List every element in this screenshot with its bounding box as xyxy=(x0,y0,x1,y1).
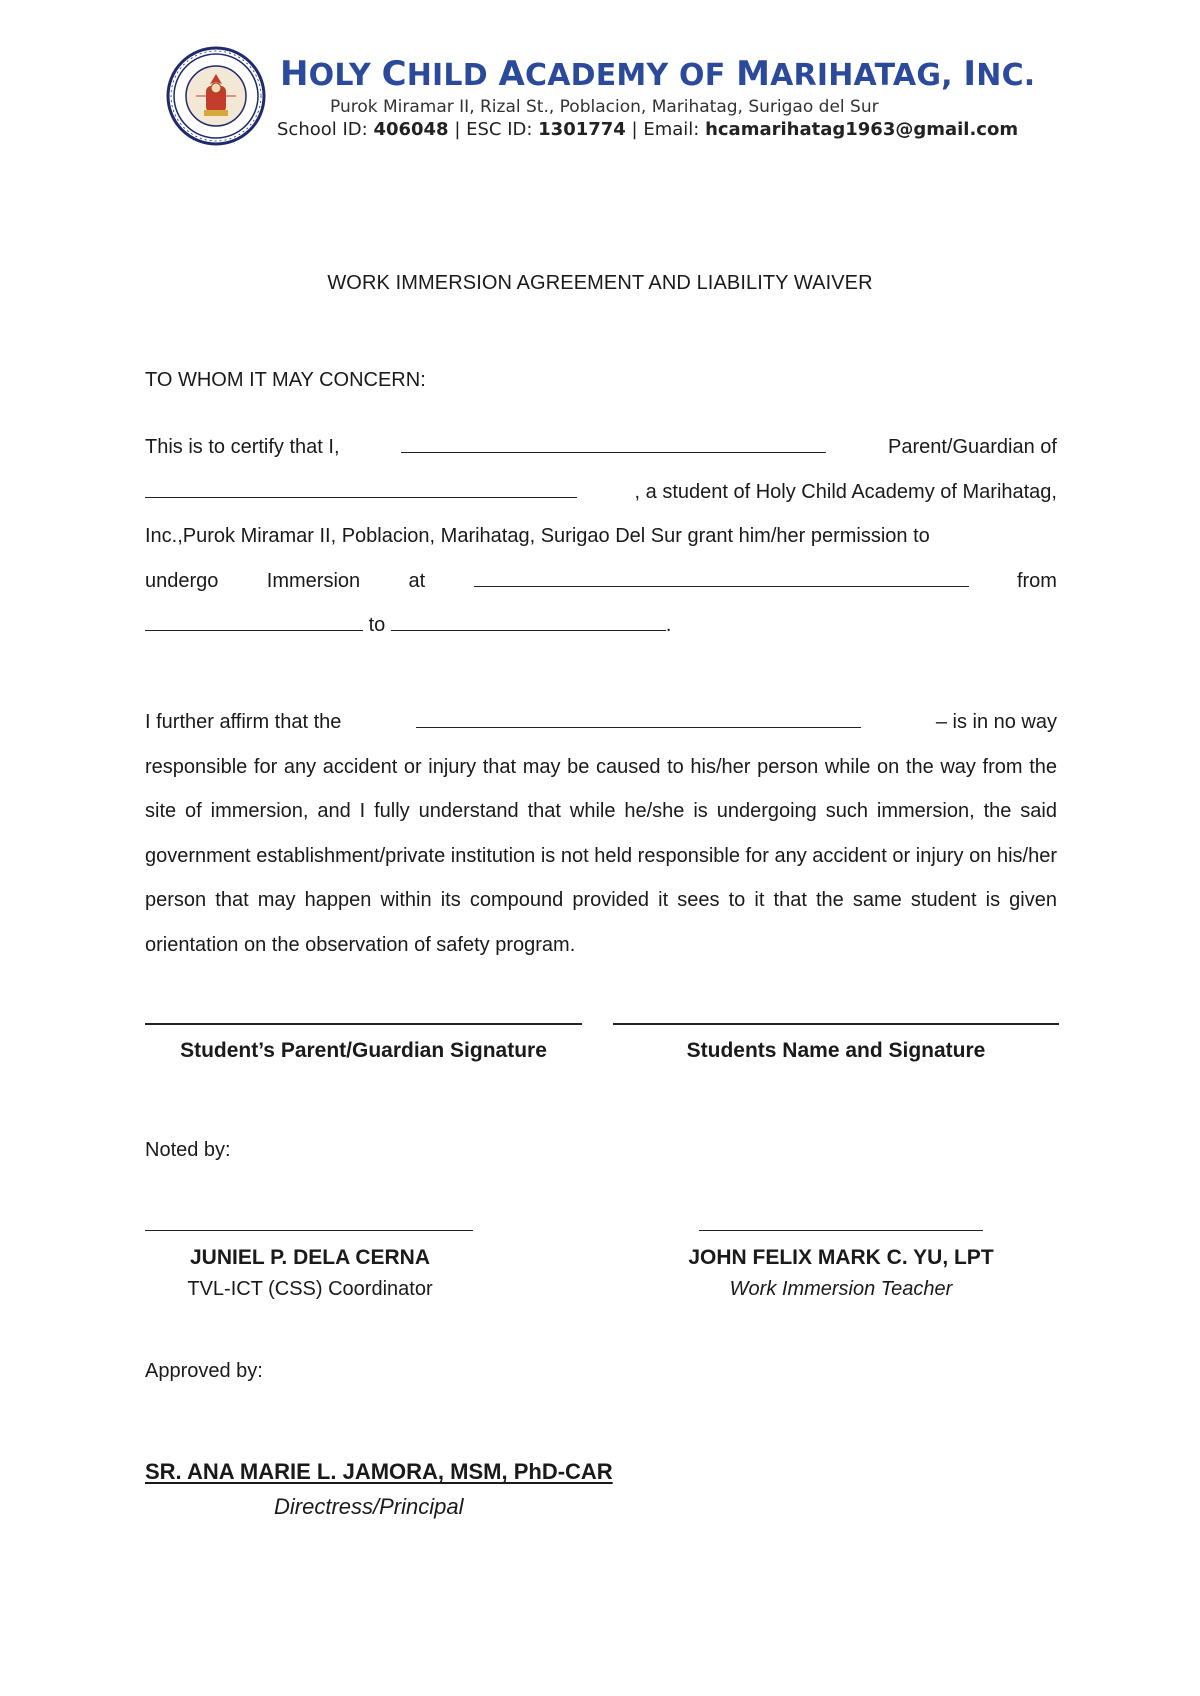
institution-blank[interactable] xyxy=(416,709,861,728)
principal-name: SR. ANA MARIE L. JAMORA, MSM, PhD-CAR xyxy=(145,1459,613,1484)
school-id-value: 406048 xyxy=(373,119,449,140)
paragraph-text: Inc.,Purok Miramar II, Poblacion, Marihatag, Surigao Del Sur grant him/her permission to xyxy=(145,525,930,547)
document-title: WORK IMMERSION AGREEMENT AND LIABILITY WAIVER xyxy=(327,272,873,294)
student-signature-label: Students Name and Signature xyxy=(686,1039,986,1062)
coordinator-signature-line[interactable] xyxy=(145,1230,473,1231)
start-date-blank[interactable] xyxy=(145,612,363,631)
coordinator-title: TVL-ICT (CSS) Coordinator xyxy=(187,1278,433,1300)
coordinator-name: JUNIEL P. DELA CERNA xyxy=(190,1246,430,1269)
school-address: Purok Miramar II, Rizal St., Poblacion, Marihatag, Surigao del Sur xyxy=(330,97,879,117)
school-name-part: H xyxy=(280,54,309,94)
school-id-label: School ID: xyxy=(277,119,374,140)
end-date-blank[interactable] xyxy=(391,612,666,631)
school-seal-icon xyxy=(166,46,266,146)
paragraph-text: , a student of Holy Child Academy of Marihatag, xyxy=(634,480,1057,503)
paragraph-text: from xyxy=(1016,569,1057,592)
paragraph-line xyxy=(145,603,1057,648)
waiver-paragraph xyxy=(145,700,1057,967)
immersion-site-blank[interactable] xyxy=(474,568,969,587)
parent-name-blank[interactable] xyxy=(401,434,826,453)
paragraph-text: – is in no way xyxy=(935,711,1057,733)
noted-by-label: Noted by: xyxy=(145,1139,231,1161)
paragraph-text: undergo xyxy=(145,569,219,592)
school-name xyxy=(280,54,1035,94)
school-name-part: A xyxy=(498,54,525,94)
school-name-part: I xyxy=(963,54,977,94)
paragraph-text: I further affirm that the xyxy=(145,711,342,733)
student-signature-line[interactable] xyxy=(613,1023,1059,1025)
paragraph-text: This is to certify that I, xyxy=(145,436,340,458)
paragraph-text: Parent/Guardian of xyxy=(887,436,1057,458)
parent-signature-line[interactable] xyxy=(145,1023,582,1025)
email-value: hcamarihatag1963@gmail.com xyxy=(705,119,1019,140)
paragraph-text: Immersion xyxy=(266,569,361,592)
teacher-signature-line[interactable] xyxy=(699,1230,983,1231)
school-name-part: CADEMY OF xyxy=(524,58,737,93)
school-name-part: ARIHATAG, xyxy=(770,58,964,93)
email-label: | Email: xyxy=(625,119,706,140)
teacher-name: JOHN FELIX MARK C. YU, LPT xyxy=(688,1246,994,1269)
paragraph-text: at xyxy=(408,569,426,592)
paragraph-text: to xyxy=(368,614,386,636)
salutation: TO WHOM IT MAY CONCERN: xyxy=(145,369,426,391)
school-name-part: HILD xyxy=(406,58,499,93)
teacher-title: Work Immersion Teacher xyxy=(729,1278,953,1300)
paragraph-line xyxy=(145,559,1057,604)
paragraph-text: responsible for any accident or injury that may be caused to his/her person while on the way from the site of immersion, and I fully understand that while he/she is undergoing such immersion, the said government establishment/private institution is not held responsible for any accident or injury on his/her person that may happen within its compound provided it sees to it that the same student is given orientation on the observation of safety program. xyxy=(145,755,1057,956)
school-ids xyxy=(277,119,1018,140)
principal-title: Directress/Principal xyxy=(274,1494,464,1519)
paragraph-line xyxy=(145,425,1057,470)
esc-id-value: 1301774 xyxy=(538,119,626,140)
school-name-part: M xyxy=(736,54,771,94)
approved-by-label: Approved by: xyxy=(145,1360,263,1382)
paragraph-line xyxy=(145,700,1057,745)
student-name-blank[interactable] xyxy=(145,479,577,498)
paragraph-text: . xyxy=(665,614,672,636)
parent-signature-label: Student’s Parent/Guardian Signature xyxy=(180,1039,547,1062)
esc-id-label: | ESC ID: xyxy=(448,119,539,140)
school-name-part: C xyxy=(381,54,407,94)
paragraph-line xyxy=(145,470,1057,515)
school-name-part: NC. xyxy=(976,58,1036,93)
school-name-part: OLY xyxy=(308,58,382,93)
certification-paragraph xyxy=(145,425,1057,648)
